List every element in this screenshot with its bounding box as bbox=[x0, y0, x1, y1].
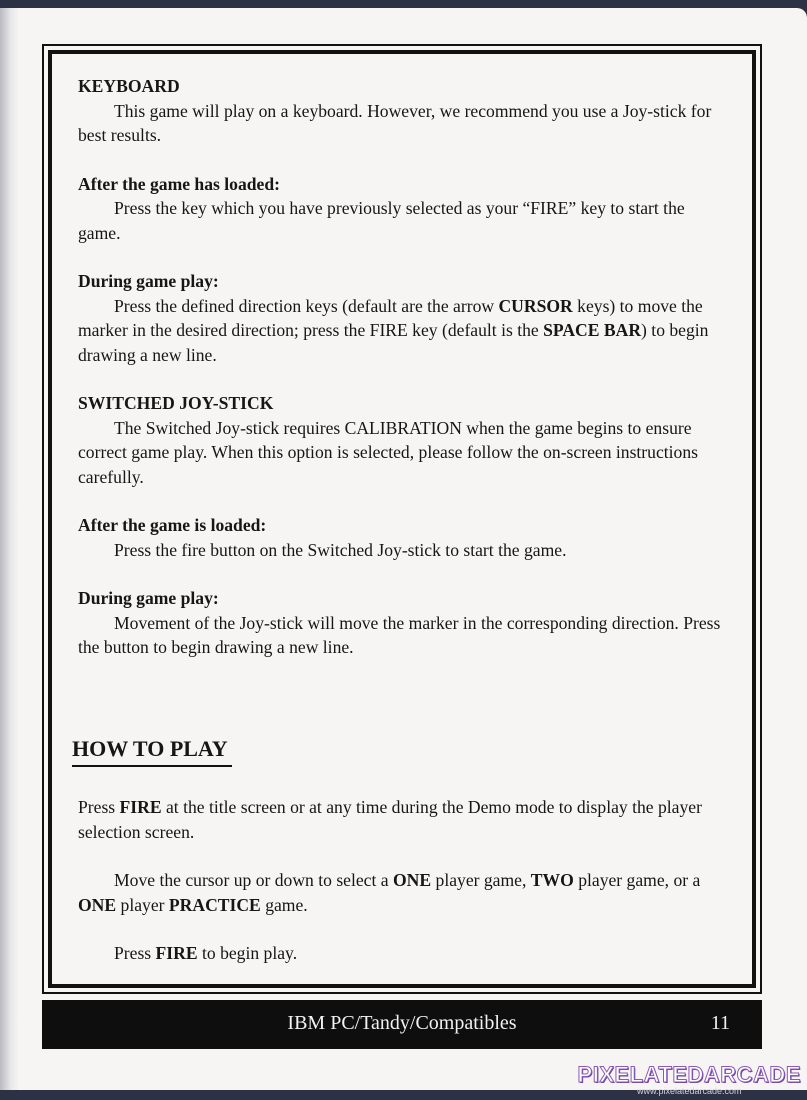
watermark-logo: PIXELATEDARCADE bbox=[577, 1062, 801, 1087]
how-to-play-paragraph-2: Move the cursor up or down to select a ONE player game, TWO player game, or a ONE player PRACTICE game. bbox=[78, 870, 701, 915]
page-spine bbox=[0, 8, 18, 1090]
keyboard-during-heading: During game play: bbox=[78, 271, 219, 291]
how-to-play-paragraph-3: Press FIRE to begin play. bbox=[114, 943, 298, 963]
how-to-play-heading: HOW TO PLAY bbox=[72, 735, 232, 767]
page-number: 11 bbox=[710, 1012, 730, 1034]
controls-section bbox=[78, 74, 728, 660]
how-to-play-paragraph-1: Press FIRE at the title screen or at any time during the Demo mode to display the player selection screen. bbox=[78, 797, 702, 842]
keyboard-after-loaded-heading: After the game has loaded: bbox=[78, 173, 280, 194]
keyboard-after-loaded-text: Press the key which you have previously selected as your “FIRE” key to start the game. bbox=[78, 198, 685, 243]
keyboard-during-text: Press the defined direction keys (default are the arrow CURSOR keys) to move the marker in the desired direction; press the FIRE key (default is the SPACE BAR) to begin drawing a new line. bbox=[78, 295, 709, 365]
joystick-during-text: Movement of the Joy-stick will move the marker in the corresponding direction. Press the button to begin drawing a new line. bbox=[78, 612, 721, 657]
joystick-heading: SWITCHED JOY-STICK bbox=[78, 393, 274, 413]
footer-bar bbox=[42, 1000, 762, 1049]
how-to-play-section bbox=[78, 795, 728, 966]
watermark bbox=[578, 1062, 801, 1096]
watermark-url: www.pixelatedarcade.com bbox=[636, 1086, 742, 1096]
joystick-during-heading: During game play: bbox=[78, 588, 219, 608]
keyboard-intro: This game will play on a keyboard. However, we recommend you use a Joy-stick for best results. bbox=[78, 100, 712, 145]
joystick-intro: The Switched Joy-stick requires CALIBRATION when the game begins to ensure correct game play. When this option is selected, please follow the on-screen instructions carefully. bbox=[78, 417, 698, 487]
joystick-after-loaded-text: Press the fire button on the Switched Joy-stick to start the game. bbox=[114, 539, 567, 560]
footer-platform-title: IBM PC/Tandy/Compatibles bbox=[287, 1012, 517, 1034]
joystick-after-loaded-heading: After the game is loaded: bbox=[78, 515, 267, 535]
keyboard-heading: KEYBOARD bbox=[78, 76, 180, 96]
